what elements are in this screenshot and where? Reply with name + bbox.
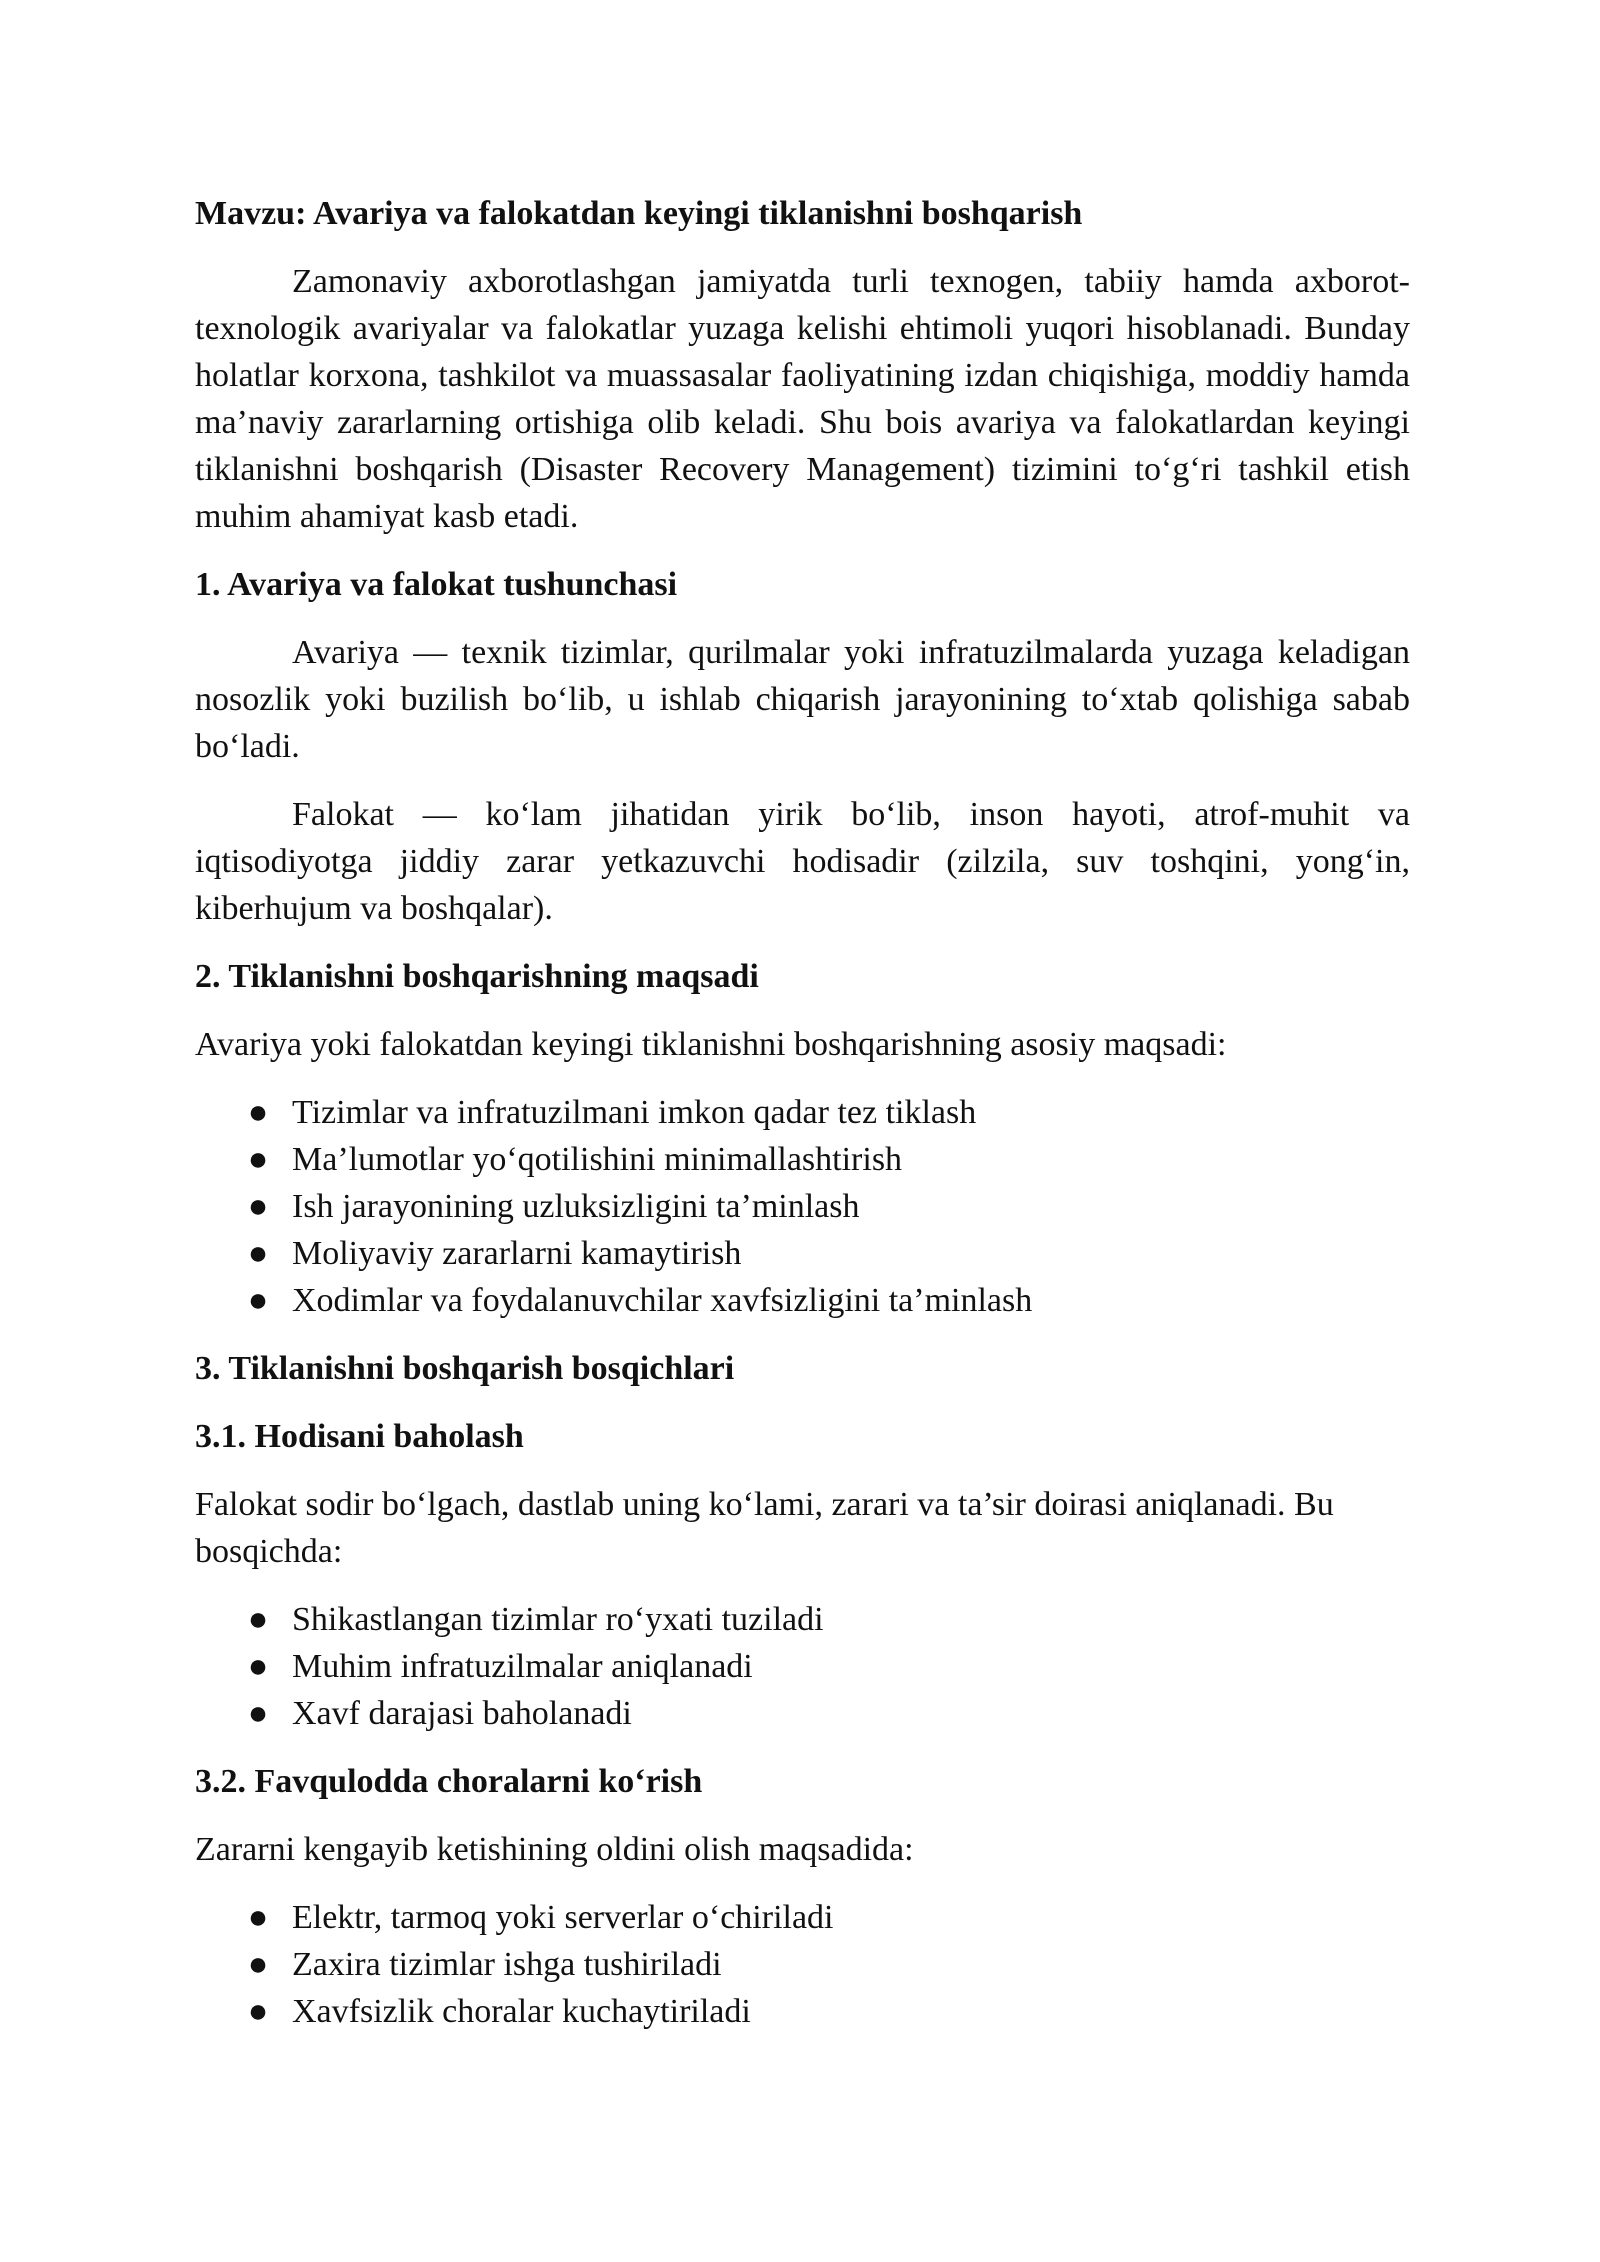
subsection-3-1-heading: 3.1. Hodisani baholash [195, 1418, 524, 1455]
section-2-heading: 2. Tiklanishni boshqarishning maqsadi [195, 958, 759, 995]
list-item-text: Xavfsizlik choralar kuchaytiriladi [292, 1993, 751, 2030]
falokat-definition: Falokat — ko‘lam jihatidan yirik bo‘lib, inson hayoti, atrof-muhit va iqtisodiyotga jiddiy zarar yetkazuvchi hodisadir (zilzila, suv toshqini, yong‘in, kiberhujum va boshqalar). [195, 796, 1410, 927]
list-item-text: Moliyaviy zararlarni kamaytirish [292, 1235, 742, 1272]
bullet-icon: ● [247, 1946, 269, 1983]
list-item [195, 1643, 1410, 1690]
list-item-text: Xavf darajasi baholanadi [292, 1695, 632, 1732]
list-item-text: Muhim infratuzilmalar aniqlanadi [292, 1648, 753, 1685]
bullet-icon: ● [247, 1188, 269, 1225]
subsection-3-2-heading: 3.2. Favqulodda choralarni ko‘rish [195, 1763, 703, 1800]
bullet-icon: ● [247, 1282, 269, 1319]
bullet-icon: ● [247, 1094, 269, 1131]
list-item-text: Ma’lumotlar yo‘qotilishini minimallashtirish [292, 1141, 903, 1178]
document-title: Mavzu: Avariya va falokatdan keyingi tiklanishni boshqarish [195, 195, 1083, 232]
bullet-icon: ● [247, 1601, 269, 1638]
list-item [195, 1277, 1410, 1324]
bullet-icon: ● [247, 1899, 269, 1936]
list-item-text: Zaxira tizimlar ishga tushiriladi [292, 1946, 722, 1983]
bullet-icon: ● [247, 1993, 269, 2030]
section-1-heading: 1. Avariya va falokat tushunchasi [195, 566, 678, 603]
list-item-text: Shikastlangan tizimlar ro‘yxati tuziladi [292, 1601, 824, 1638]
intro-paragraph: Zamonaviy axborotlashgan jamiyatda turli texnogen, tabiiy hamda axborot-texnologik avariyalar va falokatlar yuzaga kelishi ehtimoli yuqori hisoblanadi. Bunday holatlar korxona, tashkilot va muassasalar faoliyatining izdan chiqishiga, moddiy hamda ma’naviy zararlarning ortishiga olib keladi. Shu bois avariya va falokatlardan keyingi tiklanishni boshqarish (Disaster Recovery Management) tizimini to‘g‘ri tashkil etish muhim ahamiyat kasb etadi. [195, 263, 1410, 535]
subsection-3-1-lead: Falokat sodir bo‘lgach, dastlab uning ko‘lami, zarari va ta’sir doirasi aniqlanadi. Bu bosqichda: [195, 1486, 1334, 1570]
bullet-icon: ● [247, 1235, 269, 1272]
list-item-text: Ish jarayonining uzluksizligini ta’minlash [292, 1188, 860, 1225]
list-item [195, 1089, 1410, 1136]
list-item [195, 1988, 1410, 2035]
bullet-icon: ● [247, 1648, 269, 1685]
section-2-lead: Avariya yoki falokatdan keyingi tiklanishni boshqarishning asosiy maqsadi: [195, 1026, 1227, 1063]
list-item-text: Elektr, tarmoq yoki serverlar o‘chiriladi [292, 1899, 834, 1936]
bullet-icon: ● [247, 1695, 269, 1732]
list-item [195, 1183, 1410, 1230]
emergency-measures-list [195, 1894, 1410, 2035]
list-item [195, 1596, 1410, 1643]
goals-list [195, 1089, 1410, 1324]
list-item [195, 1136, 1410, 1183]
assessment-list [195, 1596, 1410, 1737]
list-item [195, 1690, 1410, 1737]
bullet-icon: ● [247, 1141, 269, 1178]
avariya-definition: Avariya — texnik tizimlar, qurilmalar yoki infratuzilmalarda yuzaga keladigan nosozlik yoki buzilish bo‘lib, u ishlab chiqarish jarayonining to‘xtab qolishiga sabab bo‘ladi. [195, 634, 1410, 765]
list-item-text: Xodimlar va foydalanuvchilar xavfsizligini ta’minlash [292, 1282, 1033, 1319]
list-item [195, 1230, 1410, 1277]
list-item [195, 1894, 1410, 1941]
section-3-heading: 3. Tiklanishni boshqarish bosqichlari [195, 1350, 735, 1387]
list-item [195, 1941, 1410, 1988]
list-item-text: Tizimlar va infratuzilmani imkon qadar tez tiklash [292, 1094, 977, 1131]
document-page [195, 190, 1410, 2056]
subsection-3-2-lead: Zararni kengayib ketishining oldini olish maqsadida: [195, 1831, 914, 1868]
